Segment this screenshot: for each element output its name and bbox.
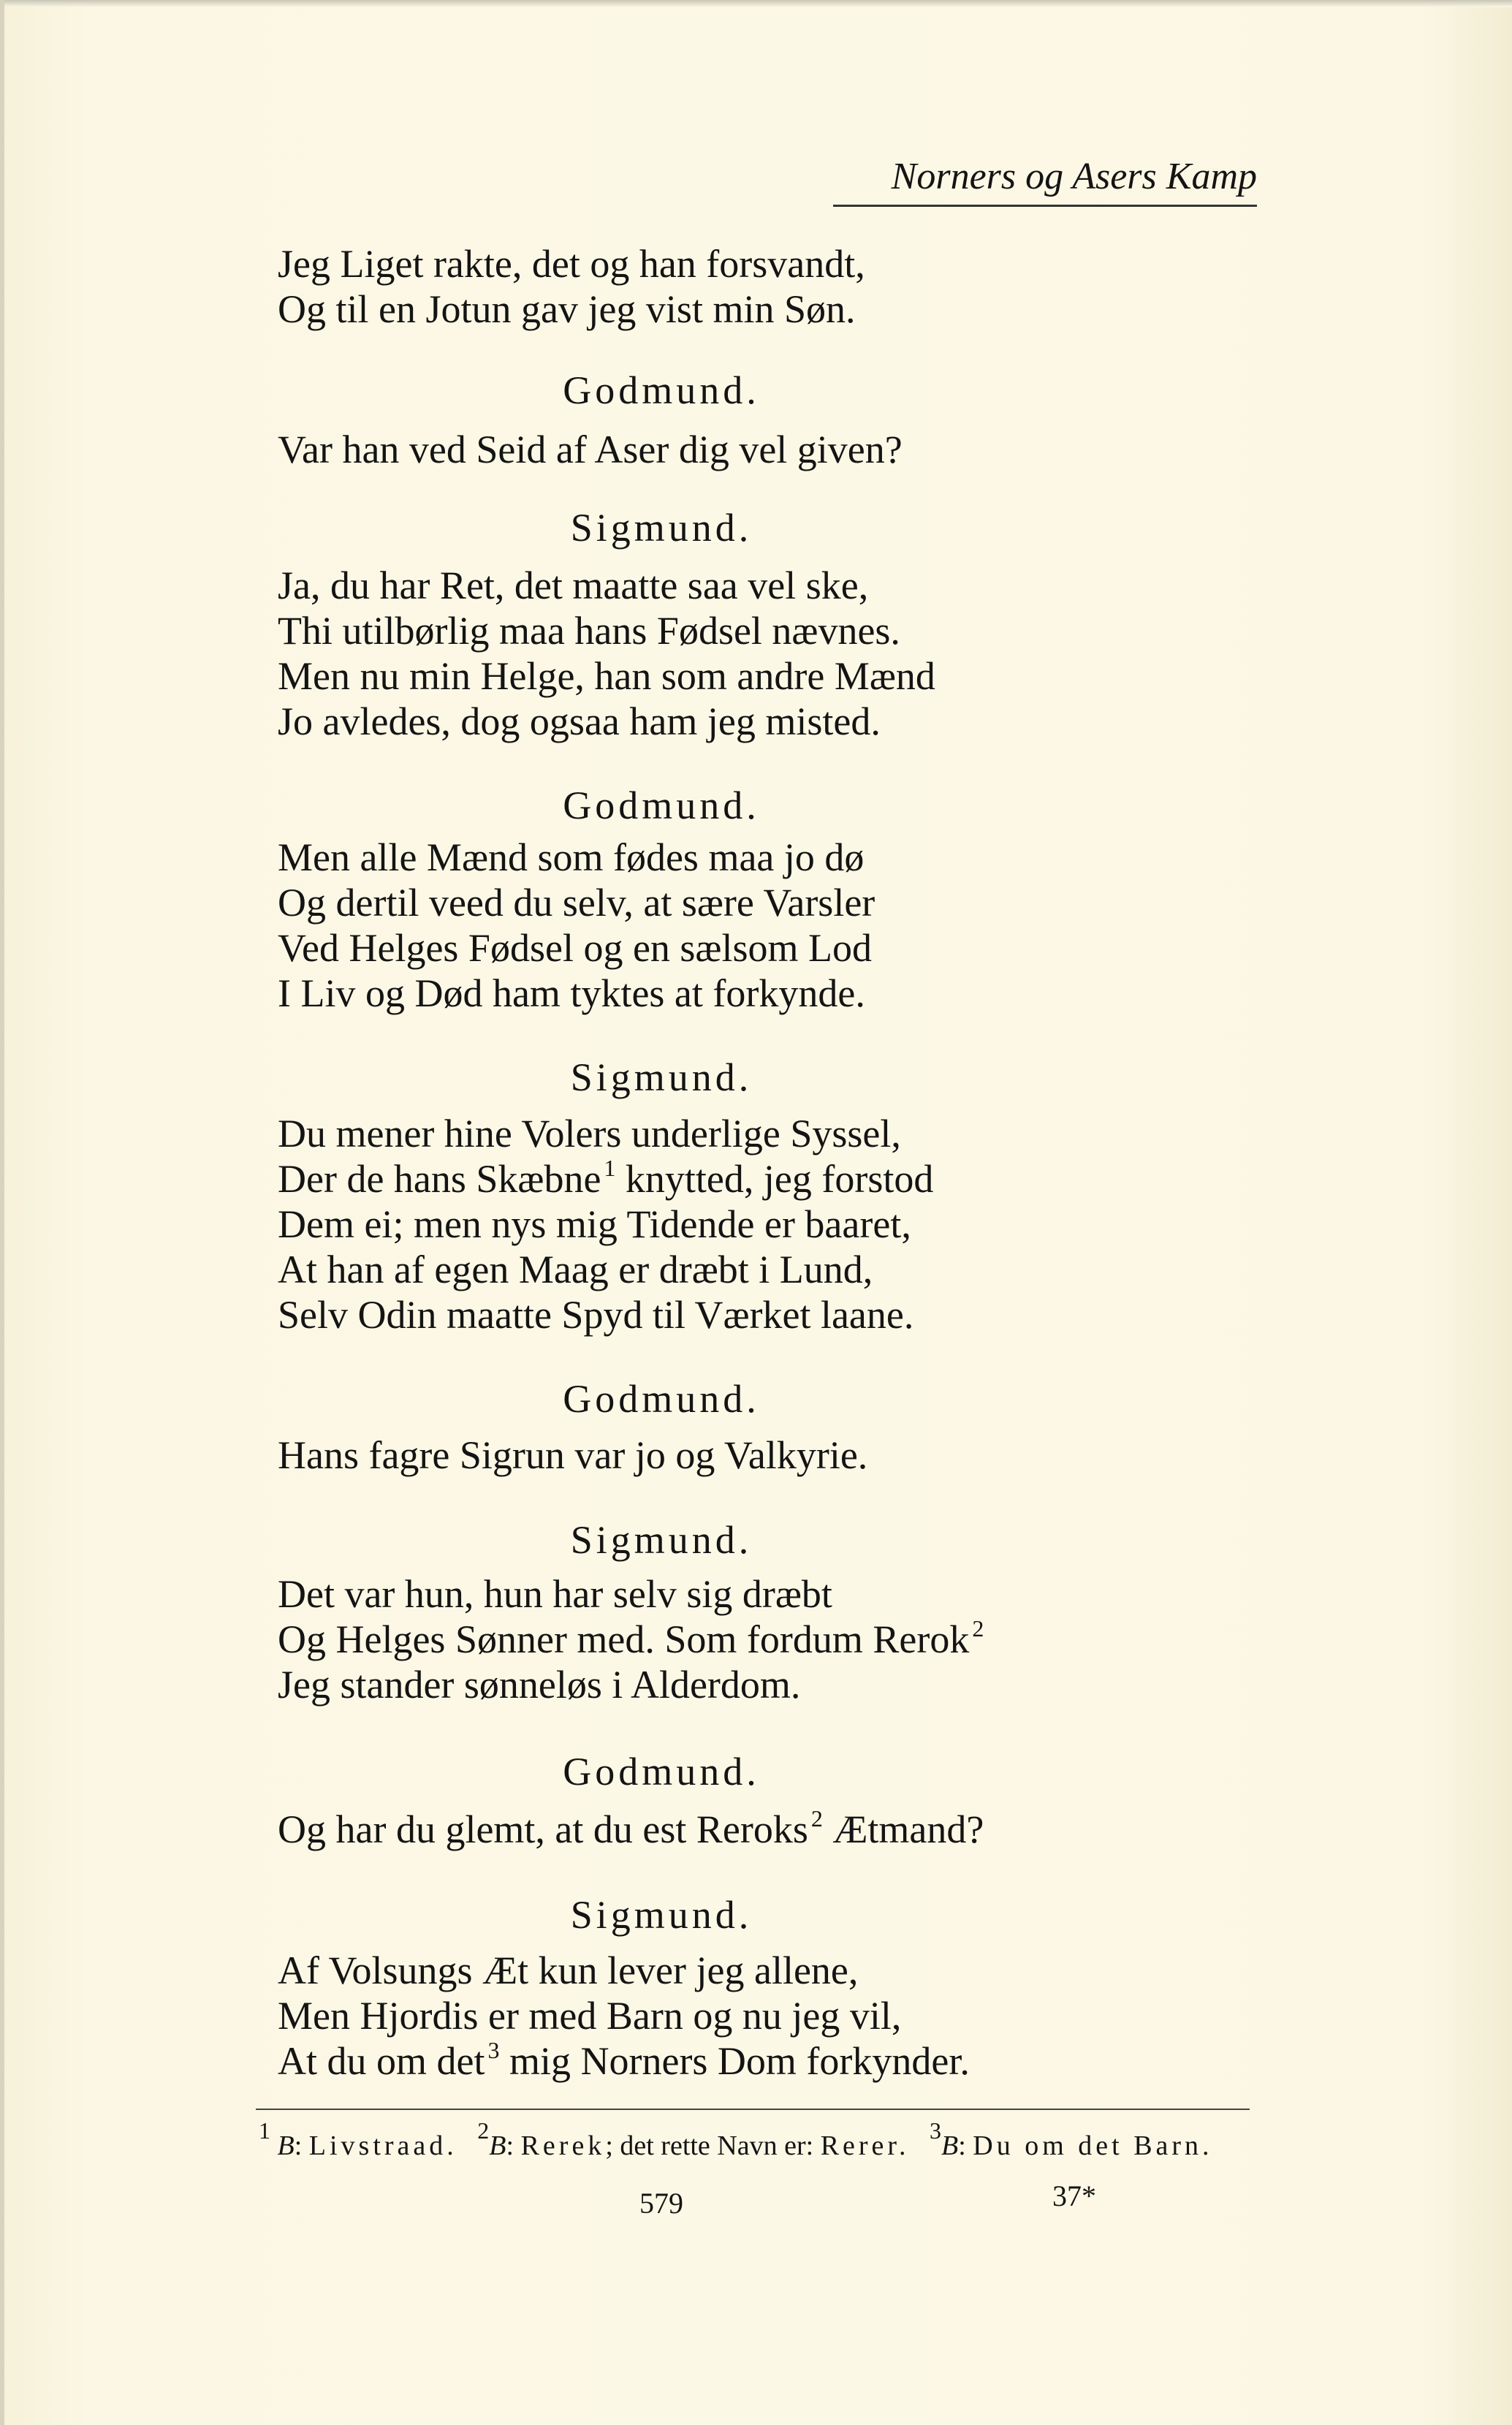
running-header: Norners og Asers Kamp bbox=[891, 156, 1257, 197]
speaker-heading: Sigmund. bbox=[570, 1518, 753, 1562]
footnote-rule bbox=[256, 2109, 1250, 2110]
footnote-text: ; det rette Navn er: bbox=[605, 2130, 814, 2161]
footnote-3: $^3$B: Du om det Barn. bbox=[929, 2117, 1213, 2161]
verse-line: Thi utilbørlig maa hans Fødsel nævnes. bbox=[278, 609, 900, 653]
speaker-heading: Godmund. bbox=[563, 783, 760, 827]
footnotes bbox=[256, 2117, 1250, 2163]
verse-block bbox=[278, 563, 1184, 744]
verse-line bbox=[278, 1807, 1184, 1852]
speaker-heading: Sigmund. bbox=[570, 506, 753, 550]
verse-line: Men Hjordis er med Barn og nu jeg vil, bbox=[278, 1994, 902, 2038]
verse-line-part: Ætmand? bbox=[832, 1807, 984, 1851]
speaker-heading: Sigmund. bbox=[570, 1055, 753, 1099]
verse-block bbox=[278, 241, 1184, 332]
speaker-heading: Sigmund. bbox=[570, 1893, 753, 1937]
verse-line-part: Der de hans Skæbne bbox=[278, 1157, 601, 1201]
verse-line bbox=[278, 1617, 1184, 1662]
verse-line: Ved Helges Fødsel og en sælsom Lod bbox=[278, 926, 872, 970]
footnote-text: Du om det Barn. bbox=[973, 2130, 1213, 2161]
verse-line-part: At du om det bbox=[278, 2039, 485, 2083]
verse-block bbox=[278, 1111, 1184, 1337]
verse-line: Men nu min Helge, han som andre Mænd bbox=[278, 654, 935, 698]
verse-line: Det var hun, hun har selv sig dræbt bbox=[278, 1572, 832, 1616]
footnote-ref: 2 bbox=[810, 1805, 823, 1832]
verse-line-part: Og har du glemt, at du est Reroks bbox=[278, 1807, 808, 1851]
verse-block bbox=[278, 427, 1184, 472]
footnote-label: B bbox=[941, 2130, 959, 2161]
footnote-2: $^2$B: Rerek; det rette Navn er: Rerer. bbox=[477, 2117, 910, 2161]
speaker-heading: Godmund. bbox=[563, 1750, 760, 1794]
verse-line: Selv Odin maatte Spyd til Værket laane. bbox=[278, 1293, 914, 1337]
verse-line bbox=[278, 2038, 1184, 2084]
verse-line: Du mener hine Volers underlige Syssel, bbox=[278, 1112, 901, 1155]
footnote-label: B bbox=[489, 2130, 506, 2161]
footnote-text: Livstraad. bbox=[308, 2130, 457, 2161]
verse-block bbox=[278, 1807, 1184, 1852]
verse-line: Jeg Liget rakte, det og han forsvandt, bbox=[278, 242, 865, 286]
verse-line: I Liv og Død ham tyktes at forkynde. bbox=[278, 971, 865, 1015]
page-top-edge bbox=[0, 0, 1512, 7]
footnote-text: Rerer. bbox=[820, 2130, 910, 2161]
verse-line-part: Og Helges Sønner med. Som fordum Rerok bbox=[278, 1617, 970, 1661]
verse-line-part: knytted, jeg forstod bbox=[625, 1157, 934, 1201]
verse-line: Hans fagre Sigrun var jo og Valkyrie. bbox=[278, 1433, 868, 1477]
footnote-mark: 3 bbox=[929, 2117, 941, 2144]
footnote-ref: 3 bbox=[487, 2037, 500, 2063]
footnote-mark: 1 bbox=[259, 2117, 270, 2144]
verse-line: Og dertil veed du selv, at sære Varsler bbox=[278, 881, 875, 925]
page-left-edge bbox=[0, 0, 4, 2425]
verse-line-part: mig Norners Dom forkynder. bbox=[509, 2039, 970, 2083]
verse-line: Men alle Mænd som fødes maa jo dø bbox=[278, 835, 865, 879]
footnote-ref: 1 bbox=[604, 1155, 616, 1181]
verse-line: Jeg stander sønneløs i Alderdom. bbox=[278, 1663, 801, 1707]
footnote-mark: 2 bbox=[477, 2117, 490, 2144]
verse-line: Og til en Jotun gav jeg vist min Søn. bbox=[278, 287, 856, 331]
footnote-label: B bbox=[277, 2130, 295, 2161]
verse-block bbox=[278, 1571, 1184, 1707]
signature-mark: 37* bbox=[1052, 2179, 1096, 2212]
verse-line: At han af egen Maag er dræbt i Lund, bbox=[278, 1248, 873, 1291]
footnote-text: Rerek bbox=[520, 2130, 606, 2161]
verse-block bbox=[278, 1432, 1184, 1478]
verse-line: Var han ved Seid af Aser dig vel given? bbox=[278, 428, 903, 471]
page-number: 579 bbox=[639, 2187, 683, 2220]
verse-line: Ja, du har Ret, det maatte saa vel ske, bbox=[278, 563, 869, 607]
verse-line: Jo avledes, dog ogsaa ham jeg misted. bbox=[278, 699, 881, 743]
verse-block bbox=[278, 835, 1184, 1016]
verse-line: Af Volsungs Æt kun lever jeg allene, bbox=[278, 1948, 859, 1992]
verse-line bbox=[278, 1156, 1184, 1202]
footnote-1: $^1$ B: Livstraad. bbox=[259, 2117, 457, 2161]
header-rule bbox=[833, 205, 1257, 207]
speaker-heading: Godmund. bbox=[563, 1377, 760, 1421]
footnote-ref: 2 bbox=[972, 1615, 984, 1642]
verse-line: Dem ei; men nys mig Tidende er baaret, bbox=[278, 1202, 911, 1246]
speaker-heading: Godmund. bbox=[563, 368, 760, 412]
verse-block bbox=[278, 1948, 1184, 2084]
